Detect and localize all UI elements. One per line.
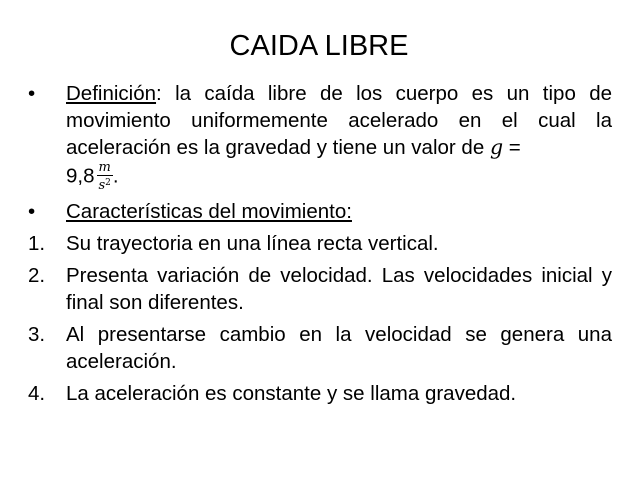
bullet-marker: • [28, 200, 36, 223]
definition-text: : la caída libre de los cuerpo es un tipo de movimiento uniformemente acelerado en el cual la aceleración es la gravedad y tiene un valor de [66, 82, 612, 159]
list-item [0, 230, 638, 257]
slide-title: CAIDA LIBRE [229, 30, 409, 62]
list-item-text: Presenta variación de velocidad. Las velocidades inicial y final son diferentes. [66, 264, 612, 314]
list-number: 2. [28, 264, 46, 287]
list-item-text: La aceleración es constante y se llama gravedad. [66, 382, 517, 405]
unit-denominator-exponent: 2 [105, 178, 111, 188]
list-number: 4. [28, 382, 46, 405]
list-item [0, 380, 638, 407]
definition-end: . [112, 164, 119, 188]
list-number: 3. [28, 323, 46, 346]
definition-bullet [0, 80, 638, 193]
unit-denominator-base: s [98, 178, 106, 193]
definition-label: Definición [66, 82, 157, 105]
gravity-symbol: g [489, 135, 504, 159]
unit-denominator [97, 176, 113, 193]
list-number: 1. [28, 232, 46, 255]
slide-content [0, 80, 638, 412]
gravity-value: 9,8 [66, 164, 95, 188]
list-item-text: Su trayectoria en una línea recta vertical. [66, 232, 439, 255]
bullet-marker: • [28, 82, 36, 105]
list-item-text: Al presentarse cambio en la velocidad se genera una aceleración. [66, 323, 612, 373]
characteristics-bullet [0, 198, 638, 225]
list-item [0, 262, 638, 316]
unit-numerator: m [97, 161, 113, 176]
equals-sign: = [503, 136, 521, 159]
list-item [0, 321, 638, 375]
unit-fraction [97, 161, 113, 193]
characteristics-label: Características del movimiento: [66, 200, 352, 223]
